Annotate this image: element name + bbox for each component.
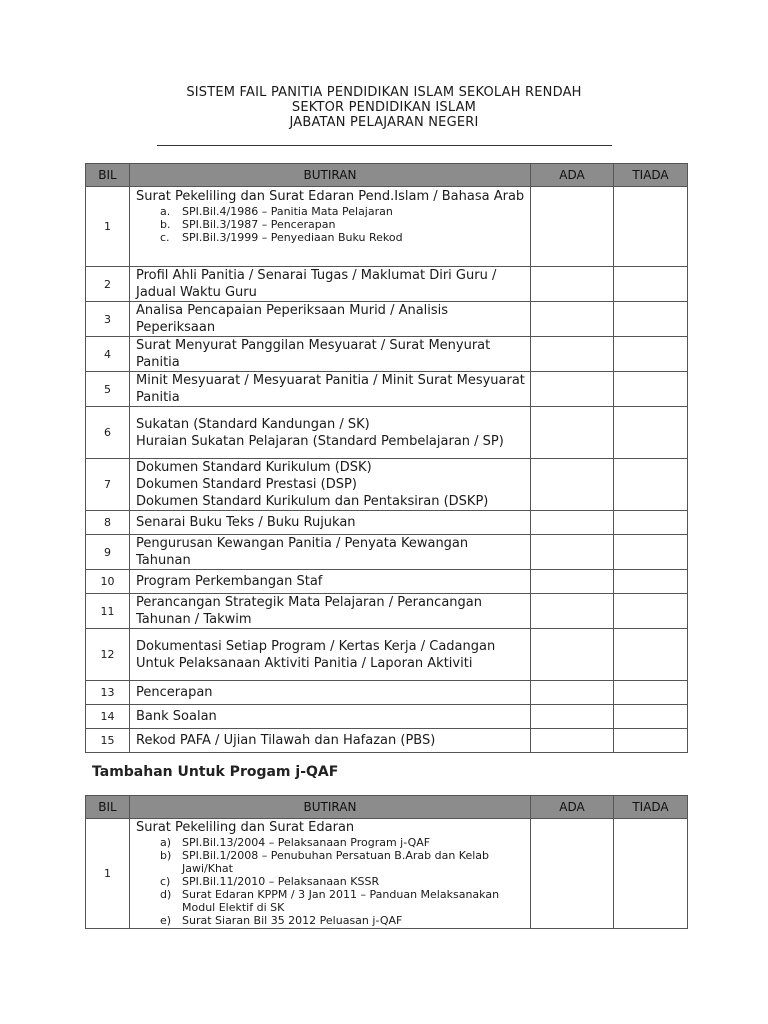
row-text-line: Dokumen Standard Kurikulum dan Pentaksiran (DSKP) xyxy=(136,494,489,509)
row-description: Program Perkembangan Staf xyxy=(130,570,531,594)
row-description: Perancangan Strategik Mata Pelajaran / Perancangan Tahunan / Takwim xyxy=(130,594,531,629)
tiada-checkbox-cell[interactable] xyxy=(614,819,688,929)
row-number: 9 xyxy=(86,535,130,570)
list-item: b. SPI.Bil.3/1987 – Pencerapan xyxy=(160,218,336,231)
ada-checkbox-cell[interactable] xyxy=(531,681,614,705)
row-number: 12 xyxy=(86,629,130,681)
row-description: Rekod PAFA / Ujian Tilawah dan Hafazan (PBS) xyxy=(130,729,531,753)
table-row xyxy=(86,267,688,302)
ada-checkbox-cell[interactable] xyxy=(531,819,614,929)
table-header-row xyxy=(86,796,688,819)
row-number: 8 xyxy=(86,511,130,535)
list-item: c) SPI.Bil.11/2010 – Pelaksanaan KSSR xyxy=(160,875,380,888)
tiada-checkbox-cell[interactable] xyxy=(614,681,688,705)
list-item: e) Surat Siaran Bil 35 2012 Peluasan j-QAF xyxy=(160,914,403,927)
header-underline xyxy=(157,145,612,146)
list-item: d) Surat Edaran KPPM / 3 Jan 2011 – Panduan Melaksanakan Modul Elektif di SK xyxy=(160,888,500,914)
row-description xyxy=(130,187,531,267)
table-row xyxy=(86,372,688,407)
row-description: Analisa Pencapaian Peperiksaan Murid / Analisis Peperiksaan xyxy=(130,302,531,337)
checklist-table xyxy=(85,163,688,753)
row-description: Bank Soalan xyxy=(130,705,531,729)
table-row xyxy=(86,407,688,459)
ada-checkbox-cell[interactable] xyxy=(531,629,614,681)
table-row xyxy=(86,570,688,594)
row-text: Surat Pekeliling dan Surat Edaran Pend.Islam / Bahasa Arab xyxy=(136,189,525,204)
row-number: 4 xyxy=(86,337,130,372)
row-description xyxy=(130,407,531,459)
table-row xyxy=(86,729,688,753)
ada-checkbox-cell[interactable] xyxy=(531,302,614,337)
tiada-checkbox-cell[interactable] xyxy=(614,729,688,753)
document-header xyxy=(0,85,768,130)
tiada-checkbox-cell[interactable] xyxy=(614,187,688,267)
row-number: 2 xyxy=(86,267,130,302)
ada-checkbox-cell[interactable] xyxy=(531,187,614,267)
table-row xyxy=(86,629,688,681)
row-description: Profil Ahli Panitia / Senarai Tugas / Maklumat Diri Guru / Jadual Waktu Guru xyxy=(130,267,531,302)
column-header-tiada: TIADA xyxy=(614,796,688,819)
row-text-line: Dokumen Standard Kurikulum (DSK) xyxy=(136,460,372,475)
ada-checkbox-cell[interactable] xyxy=(531,267,614,302)
list-item: c. SPI.Bil.3/1999 – Penyediaan Buku Rekod xyxy=(160,231,403,244)
section-title-jqaf: Tambahan Untuk Progam j-QAF xyxy=(92,764,339,780)
tiada-checkbox-cell[interactable] xyxy=(614,372,688,407)
table-row xyxy=(86,459,688,511)
jqaf-checklist-table xyxy=(85,795,688,929)
table-row xyxy=(86,681,688,705)
row-number: 3 xyxy=(86,302,130,337)
column-header-bil: BIL xyxy=(86,164,130,187)
list-item: a) SPI.Bil.13/2004 – Pelaksanaan Program j-QAF xyxy=(160,836,431,849)
row-description xyxy=(130,459,531,511)
column-header-ada: ADA xyxy=(531,164,614,187)
row-number: 14 xyxy=(86,705,130,729)
row-number: 6 xyxy=(86,407,130,459)
ada-checkbox-cell[interactable] xyxy=(531,705,614,729)
column-header-bil: BIL xyxy=(86,796,130,819)
tiada-checkbox-cell[interactable] xyxy=(614,511,688,535)
row-text-line: Sukatan (Standard Kandungan / SK) xyxy=(136,416,370,432)
list-item: b) SPI.Bil.1/2008 – Penubuhan Persatuan B.Arab dan Kelab Jawi/Khat xyxy=(160,849,490,875)
sub-list xyxy=(136,205,526,244)
table-row xyxy=(86,535,688,570)
table-row xyxy=(86,594,688,629)
list-item: a. SPI.Bil.4/1986 – Panitia Mata Pelajaran xyxy=(160,205,393,218)
table-row xyxy=(86,302,688,337)
table-row xyxy=(86,511,688,535)
table-header-row xyxy=(86,164,688,187)
ada-checkbox-cell[interactable] xyxy=(531,729,614,753)
row-description: Dokumentasi Setiap Program / Kertas Kerja / Cadangan Untuk Pelaksanaan Aktiviti Panitia / Laporan Aktiviti xyxy=(130,629,531,681)
ada-checkbox-cell[interactable] xyxy=(531,594,614,629)
column-header-butiran: BUTIRAN xyxy=(130,164,531,187)
tiada-checkbox-cell[interactable] xyxy=(614,629,688,681)
tiada-checkbox-cell[interactable] xyxy=(614,535,688,570)
row-number: 1 xyxy=(86,819,130,929)
row-number: 7 xyxy=(86,459,130,511)
row-description: Pengurusan Kewangan Panitia / Penyata Kewangan Tahunan xyxy=(130,535,531,570)
ada-checkbox-cell[interactable] xyxy=(531,570,614,594)
tiada-checkbox-cell[interactable] xyxy=(614,705,688,729)
sub-list xyxy=(136,836,526,927)
column-header-tiada: TIADA xyxy=(614,164,688,187)
row-description: Pencerapan xyxy=(130,681,531,705)
table-row xyxy=(86,705,688,729)
table-row xyxy=(86,337,688,372)
header-line-2: SEKTOR PENDIDIKAN ISLAM xyxy=(291,100,477,115)
tiada-checkbox-cell[interactable] xyxy=(614,594,688,629)
row-number: 10 xyxy=(86,570,130,594)
header-line-1: SISTEM FAIL PANITIA PENDIDIKAN ISLAM SEKOLAH RENDAH xyxy=(186,85,582,100)
tiada-checkbox-cell[interactable] xyxy=(614,337,688,372)
ada-checkbox-cell[interactable] xyxy=(531,407,614,459)
row-number: 5 xyxy=(86,372,130,407)
row-description: Surat Menyurat Panggilan Mesyuarat / Surat Menyurat Panitia xyxy=(130,337,531,372)
column-header-butiran: BUTIRAN xyxy=(130,796,531,819)
row-text: Surat Pekeliling dan Surat Edaran xyxy=(136,820,355,835)
ada-checkbox-cell[interactable] xyxy=(531,511,614,535)
row-number: 15 xyxy=(86,729,130,753)
tiada-checkbox-cell[interactable] xyxy=(614,267,688,302)
column-header-ada: ADA xyxy=(531,796,614,819)
tiada-checkbox-cell[interactable] xyxy=(614,570,688,594)
tiada-checkbox-cell[interactable] xyxy=(614,407,688,459)
tiada-checkbox-cell[interactable] xyxy=(614,302,688,337)
ada-checkbox-cell[interactable] xyxy=(531,337,614,372)
row-number: 11 xyxy=(86,594,130,629)
row-number: 1 xyxy=(86,187,130,267)
tiada-checkbox-cell[interactable] xyxy=(614,459,688,511)
row-description xyxy=(130,819,531,929)
row-text-line: Dokumen Standard Prestasi (DSP) xyxy=(136,477,357,492)
row-text-line: Huraian Sukatan Pelajaran (Standard Pembelajaran / SP) xyxy=(136,433,504,449)
row-number: 13 xyxy=(86,681,130,705)
row-description: Senarai Buku Teks / Buku Rujukan xyxy=(130,511,531,535)
ada-checkbox-cell[interactable] xyxy=(531,459,614,511)
ada-checkbox-cell[interactable] xyxy=(531,535,614,570)
ada-checkbox-cell[interactable] xyxy=(531,372,614,407)
table-row xyxy=(86,819,688,929)
row-description: Minit Mesyuarat / Mesyuarat Panitia / Minit Surat Mesyuarat Panitia xyxy=(130,372,531,407)
header-line-3: JABATAN PELAJARAN NEGERI xyxy=(289,115,479,130)
table-row xyxy=(86,187,688,267)
